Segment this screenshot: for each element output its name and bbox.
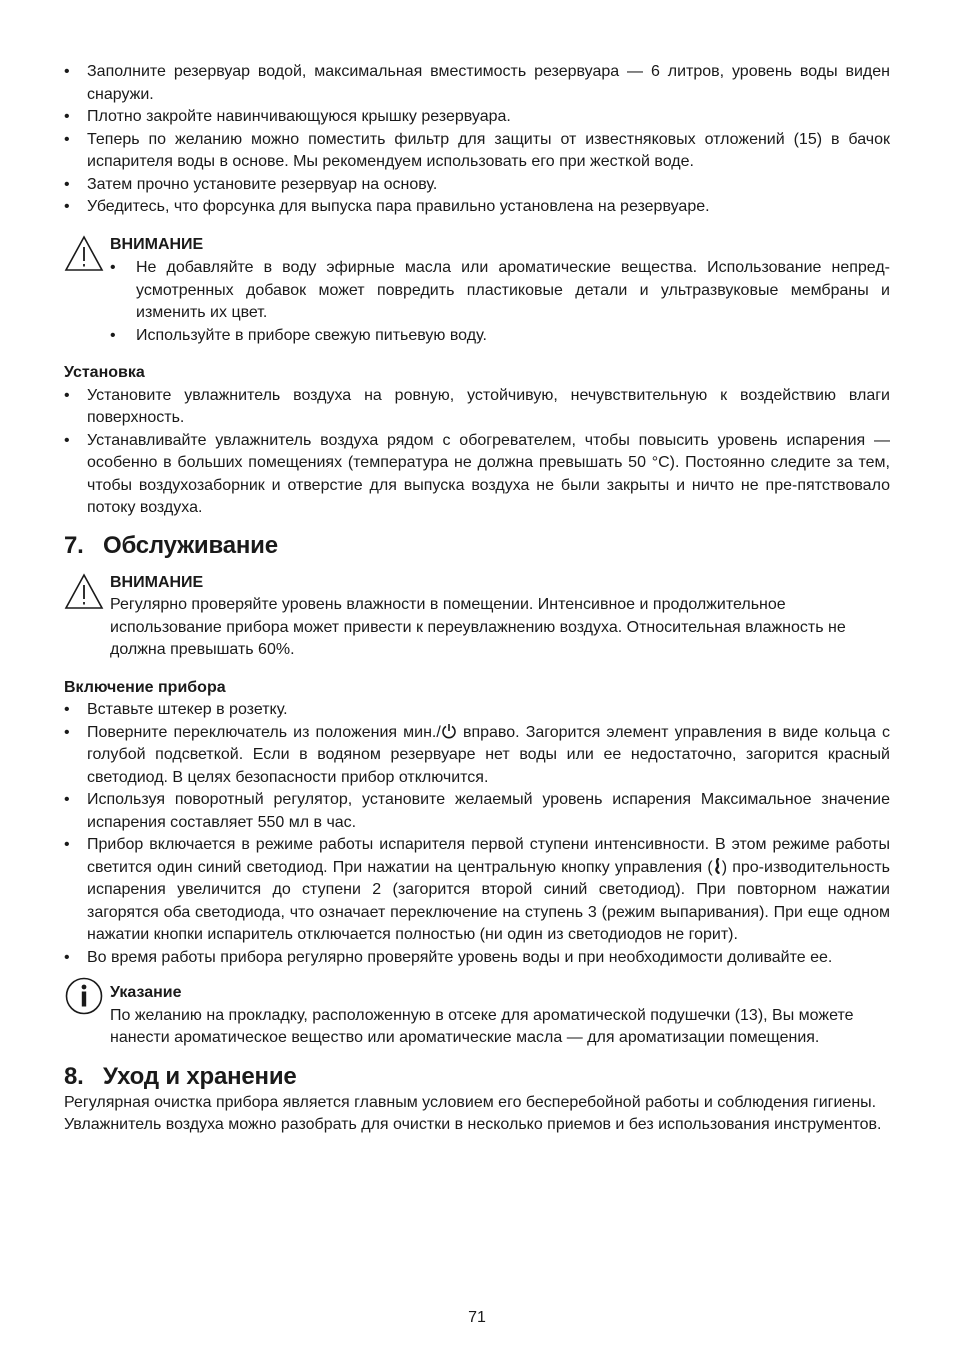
list-item: • Вставьте штекер в розетку. [64, 699, 890, 722]
warning-text: Регулярно проверяйте уровень влажности в помещении. Интенсивное и продолжительное использование прибора может привести к переувлажнению воздуха. Относительная влажность не должна превышать 60%. [110, 596, 846, 658]
list-item [64, 722, 890, 790]
list-item: • Установите увлажнитель воздуха на ровную, устойчивую, нечувствительную к воздействию влаги поверхность. [64, 385, 890, 430]
list-item: • Теперь по желанию можно поместить фильтр для защиты от известняковых отложений (15) в бачок испарителя воды в основе. Мы рекомендуем использовать его при жесткой воде. [64, 129, 890, 174]
text-part: ) про-изводительность испарения увеличится до ступени 2 (загорится второй синий светодиод). При повторном нажатии загорятся оба светодиода, что означает переключение на ступень 3 (режим выпаривания). При еще одном нажатии кнопки испаритель отключается полностью (ни один из светодиодов не горит). [87, 858, 891, 943]
switch-on-heading: Включение прибора [64, 678, 226, 696]
list-item: • Используйте в приборе свежую питьевую воду. [110, 325, 890, 348]
section-number: 8. [64, 1062, 84, 1090]
note-heading: Указание [110, 984, 182, 1001]
warning-list [110, 257, 890, 347]
list-item: • Заполните резервуар водой, максимальная вместимость резервуара — 6 литров, уровень воды виден снаружи. [64, 61, 890, 106]
list-item [64, 834, 890, 947]
warning-block-oils [64, 234, 890, 348]
section-title: Уход и хранение [103, 1062, 297, 1090]
list-item: • Не добавляйте в воду эфирные масла или ароматические вещества. Использование непред-усмотренных добавок может повредить пластиковые детали и ультразвуковые мембраны и изменить их цвет. [110, 257, 890, 325]
list-item: • Затем прочно установите резервуар на основу. [64, 174, 890, 197]
section-7-heading [64, 531, 890, 561]
manual-page [64, 61, 890, 1137]
note-block-aroma [64, 982, 890, 1050]
text-part: вправо. Загорится элемент управления в виде кольца с голубой подсветкой. Если в водяном резервуаре нет воды или ее недостаточно, загорится красный светодиод. В целях безопасности прибор отключится. [87, 723, 890, 786]
list-item: • Во время работы прибора регулярно проверяйте уровень воды и при необходимости доливайте ее. [64, 947, 890, 970]
warning-heading: ВНИМАНИЕ [110, 573, 204, 591]
power-icon [441, 723, 457, 739]
text-part: Поверните переключатель из положения мин./ [87, 723, 441, 741]
switch-on-list [64, 699, 890, 969]
paragraph: Увлажнитель воздуха можно разобрать для очистки в несколько приемов и без использования инструментов. [64, 1116, 882, 1133]
install-list [64, 385, 890, 520]
page-number: 71 [468, 1309, 486, 1326]
warning-triangle-icon [64, 234, 104, 274]
steam-mode-icon [713, 858, 722, 874]
filling-steps-list [64, 61, 890, 219]
list-item: • Убедитесь, что форсунка для выпуска пара правильно установлена на резервуаре. [64, 196, 890, 219]
note-text: По желанию на прокладку, расположенную в отсеке для ароматической подушечки (13), Вы можете нанести ароматическое вещество или ароматические масла — для ароматизации помещения. [110, 1006, 854, 1046]
warning-block-humidity [64, 572, 890, 662]
warning-heading: ВНИМАНИЕ [110, 235, 204, 253]
section-8-heading [64, 1062, 890, 1092]
info-icon [64, 976, 104, 1016]
section-number: 7. [64, 531, 84, 559]
text-part: Прибор включается в режиме работы испарителя первой ступени интенсивности. В этом режиме работы светится один синий светодиод. При нажатии на центральную кнопку управления ( [87, 836, 890, 876]
list-item: • Плотно закройте навинчивающуюся крышку резервуара. [64, 106, 890, 129]
warning-triangle-icon [64, 572, 104, 612]
install-heading: Установка [64, 364, 145, 381]
section-title: Обслуживание [103, 531, 278, 559]
list-item: • Используя поворотный регулятор, установите желаемый уровень испарения Максимальное значение испарения составляет 550 мл в час. [64, 789, 890, 834]
list-item: • Устанавливайте увлажнитель воздуха рядом с обогревателем, чтобы повысить уровень испарения — особенно в больших помещениях (температура не должна превышать 50 °C). Постоянно следите за тем, чтобы воздухозаборник и отверстие для выпуска воздуха не были закрыты и ничто не пре-пятствовало потоку воздуха. [64, 430, 890, 520]
paragraph: Регулярная очистка прибора является главным условием его бесперебойной работы и соблюдения гигиены. [64, 1093, 877, 1111]
